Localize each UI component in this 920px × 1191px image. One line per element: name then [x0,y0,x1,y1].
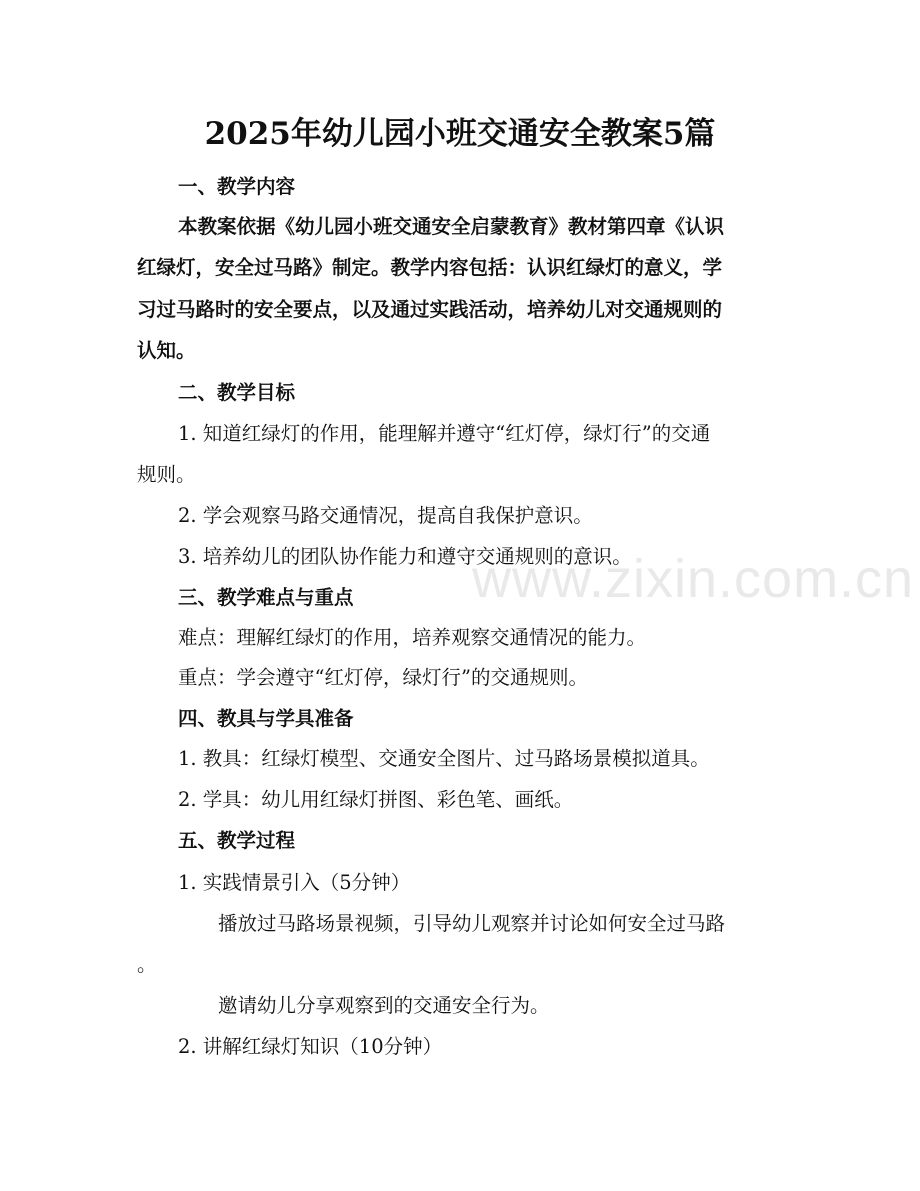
document-title: 2025年幼儿园小班交通安全教案5篇 [204,116,716,152]
section-heading-process: 五、教学过程 [178,829,296,852]
list-item: 1. 知道红绿灯的作用，能理解并遵守“红灯停，绿灯行”的交通 [178,422,711,445]
list-item: 2. 讲解红绿灯知识（10分钟） [178,1035,443,1058]
section-heading-difficulties: 三、教学难点与重点 [178,586,354,609]
list-item-continuation: 规则。 [137,463,196,486]
section-heading-materials: 四、教具与学具准备 [178,707,354,730]
paragraph-line: 本教案依据《幼儿园小班交通安全启蒙教育》教材第四章《认识 [178,215,725,238]
paragraph-line: 红绿灯，安全过马路》制定。教学内容包括：认识红绿灯的意义，学 [137,256,723,279]
key-point-line: 重点：学会遵守“红灯停，绿灯行”的交通规则。 [178,666,588,689]
list-item: 2. 学会观察马路交通情况，提高自我保护意识。 [178,504,593,527]
paragraph-line: 。 [137,953,157,976]
list-item: 1. 实践情景引入（5分钟） [178,871,411,894]
paragraph-line: 习过马路时的安全要点，以及通过实践活动，培养幼儿对交通规则的 [137,298,723,321]
paragraph-line: 认知。 [137,339,196,362]
paragraph-line: 邀请幼儿分享观察到的交通安全行为。 [218,994,550,1017]
list-item: 2. 学具：幼儿用红绿灯拼图、彩色笔、画纸。 [178,788,574,811]
section-heading-goals: 二、教学目标 [178,381,296,404]
paragraph-line: 播放过马路场景视频，引导幼儿观察并讨论如何安全过马路 [218,912,726,935]
list-item: 1. 教具：红绿灯模型、交通安全图片、过马路场景模拟道具。 [178,747,710,770]
difficulty-line: 难点：理解红绿灯的作用，培养观察交通情况的能力。 [178,626,647,649]
section-heading-content: 一、教学内容 [178,175,296,198]
watermark: www.zixin.com.cn [472,549,915,609]
list-item: 3. 培养幼儿的团队协作能力和遵守交通规则的意识。 [178,545,632,568]
